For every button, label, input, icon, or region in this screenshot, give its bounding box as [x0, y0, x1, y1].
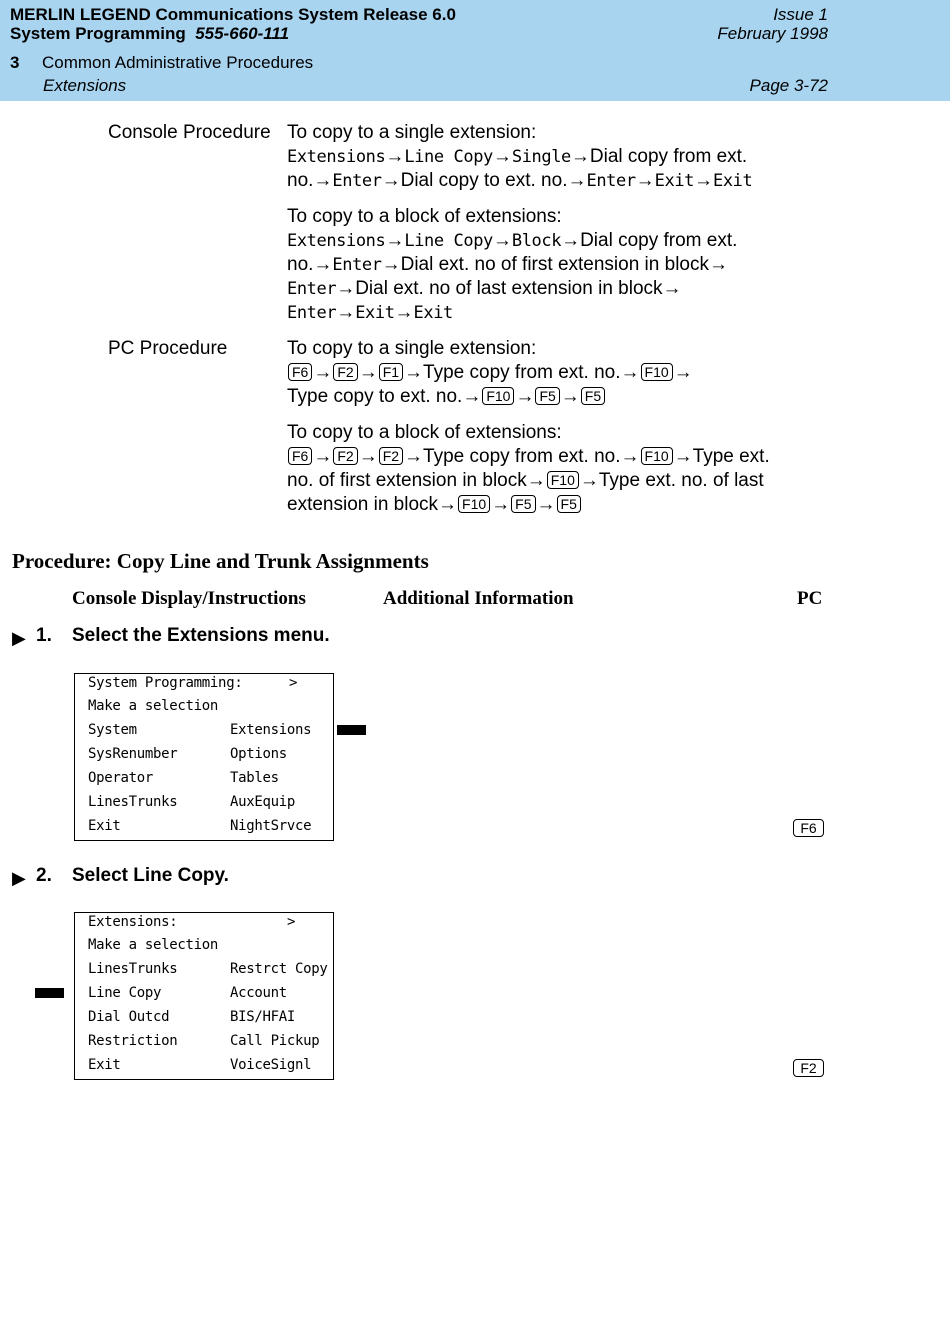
console-single-intro: To copy to a single extension:: [287, 122, 537, 143]
column-additional-info: Additional Information: [383, 588, 574, 609]
pc-block-procedure: To copy to a block of extensions: F6 → F2 → F2 →Type copy from ext. no.→ F10 →Type ext. no. of first extension in block→ F10 →Type ext. no. of last extension in block→ F10 → F5 → F5: [287, 422, 770, 515]
console-procedure-label: Console Procedure: [108, 122, 271, 143]
console-screen: [74, 673, 334, 841]
screen-option[interactable]: Dial Outcd: [88, 1009, 170, 1025]
screen-option[interactable]: Restrct Copy: [230, 961, 328, 977]
screen-row: [88, 745, 287, 763]
issue-date: February 1998: [717, 24, 828, 43]
screen-option[interactable]: LinesTrunks: [88, 794, 178, 810]
console-screen: [74, 912, 334, 1080]
pc-single-intro: To copy to a single extension:: [287, 338, 537, 359]
f5-key: F5: [535, 387, 559, 405]
column-console-display: Console Display/Instructions: [72, 588, 306, 609]
column-pc: PC: [797, 588, 823, 609]
screen-option[interactable]: Exit: [88, 1057, 121, 1073]
screen-option[interactable]: Options: [230, 746, 287, 762]
screen-row: [88, 1056, 312, 1074]
f6-key: F6: [288, 363, 312, 381]
chapter-title: Common Administrative Procedures: [42, 53, 314, 72]
screen-option[interactable]: Restriction: [88, 1033, 178, 1049]
screen-prompt: Make a selection: [88, 937, 219, 953]
screen-option[interactable]: Account: [230, 985, 287, 1001]
doc-subtitle: [10, 24, 289, 43]
screen-option[interactable]: VoiceSignl: [230, 1057, 312, 1073]
screen-title: Extensions:: [88, 914, 178, 930]
f10-key: F10: [547, 471, 579, 489]
screen-option[interactable]: Line Copy: [88, 985, 162, 1001]
console-single-procedure: To copy to a single extension: Extensions→Line Copy→Single→Dial copy from ext. no.→Enter→Dial copy to ext. no.→Enter→Exit→Exit: [287, 122, 753, 191]
f2-key: F2: [379, 447, 403, 465]
f2-key: F2: [333, 447, 357, 465]
doc-number: 555-660-111: [195, 24, 290, 43]
f10-key: F10: [641, 363, 673, 381]
selection-pointer-icon: [337, 725, 366, 735]
pc-key-f2: F2: [793, 1059, 824, 1077]
step-marker-icon: ▶: [12, 628, 26, 648]
doc-title: MERLIN LEGEND Communications System Release 6.0: [10, 5, 456, 24]
screen-option[interactable]: BIS/HFAI: [230, 1009, 296, 1025]
screen-row: [88, 793, 296, 811]
screen-row: [88, 960, 328, 978]
f1-key: F1: [379, 363, 403, 381]
screen-more-indicator: >: [287, 914, 296, 930]
step-number: 2.: [36, 865, 52, 886]
screen-option[interactable]: Exit: [88, 818, 121, 834]
f5-key: F5: [511, 495, 535, 513]
page-number: Page 3-72: [749, 76, 828, 95]
f10-key: F10: [482, 387, 514, 405]
screen-row: [88, 984, 287, 1002]
step-instruction: Select Line Copy.: [72, 865, 229, 886]
screen-prompt: Make a selection: [88, 698, 219, 714]
screen-option[interactable]: SysRenumber: [88, 746, 178, 762]
selection-pointer-icon: [35, 988, 64, 998]
screen-row: [88, 769, 279, 787]
screen-row: [88, 1032, 320, 1050]
screen-option[interactable]: System: [88, 722, 137, 738]
screen-row: [88, 1008, 296, 1026]
pc-block-intro: To copy to a block of extensions:: [287, 422, 562, 443]
issue-label: Issue 1: [773, 5, 828, 24]
screen-title: System Programming:: [88, 675, 243, 691]
pc-key-f6: F6: [793, 819, 824, 837]
screen-row: [88, 817, 312, 835]
f5-key: F5: [581, 387, 605, 405]
step-number: 1.: [36, 625, 52, 646]
f5-key: F5: [557, 495, 581, 513]
f2-key: F2: [333, 363, 357, 381]
screen-option[interactable]: Tables: [230, 770, 279, 786]
screen-more-indicator: >: [289, 675, 298, 691]
f10-key: F10: [458, 495, 490, 513]
screen-option[interactable]: Operator: [88, 770, 154, 786]
page-header: [0, 0, 950, 101]
screen-option[interactable]: NightSrvce: [230, 818, 312, 834]
f6-key: F6: [288, 447, 312, 465]
procedure-heading: Procedure: Copy Line and Trunk Assignments: [12, 549, 429, 573]
f10-key: F10: [641, 447, 673, 465]
screen-option[interactable]: Extensions: [230, 722, 312, 738]
screen-option[interactable]: AuxEquip: [230, 794, 296, 810]
console-block-procedure: To copy to a block of extensions: Extensions→Line Copy→Block→Dial copy from ext. no.→Enter→Dial ext. no of first extension in block→ Enter→Dial ext. no of last extension in block→ Enter→Exit→Exit: [287, 206, 738, 323]
console-block-intro: To copy to a block of extensions:: [287, 206, 562, 227]
screen-option[interactable]: LinesTrunks: [88, 961, 178, 977]
chapter-number: 3: [10, 53, 20, 72]
step-instruction: Select the Extensions menu.: [72, 625, 330, 646]
pc-single-procedure: To copy to a single extension: F6 → F2 → F1 →Type copy from ext. no.→ F10 → Type copy to ext. no.→ F10 → F5 → F5: [287, 338, 693, 407]
step-marker-icon: ▶: [12, 868, 26, 888]
subtitle-label: System Programming: [10, 24, 186, 43]
pc-procedure-label: PC Procedure: [108, 338, 228, 359]
section-title: Extensions: [43, 76, 127, 95]
screen-row: [88, 721, 312, 739]
screen-option[interactable]: Call Pickup: [230, 1033, 320, 1049]
